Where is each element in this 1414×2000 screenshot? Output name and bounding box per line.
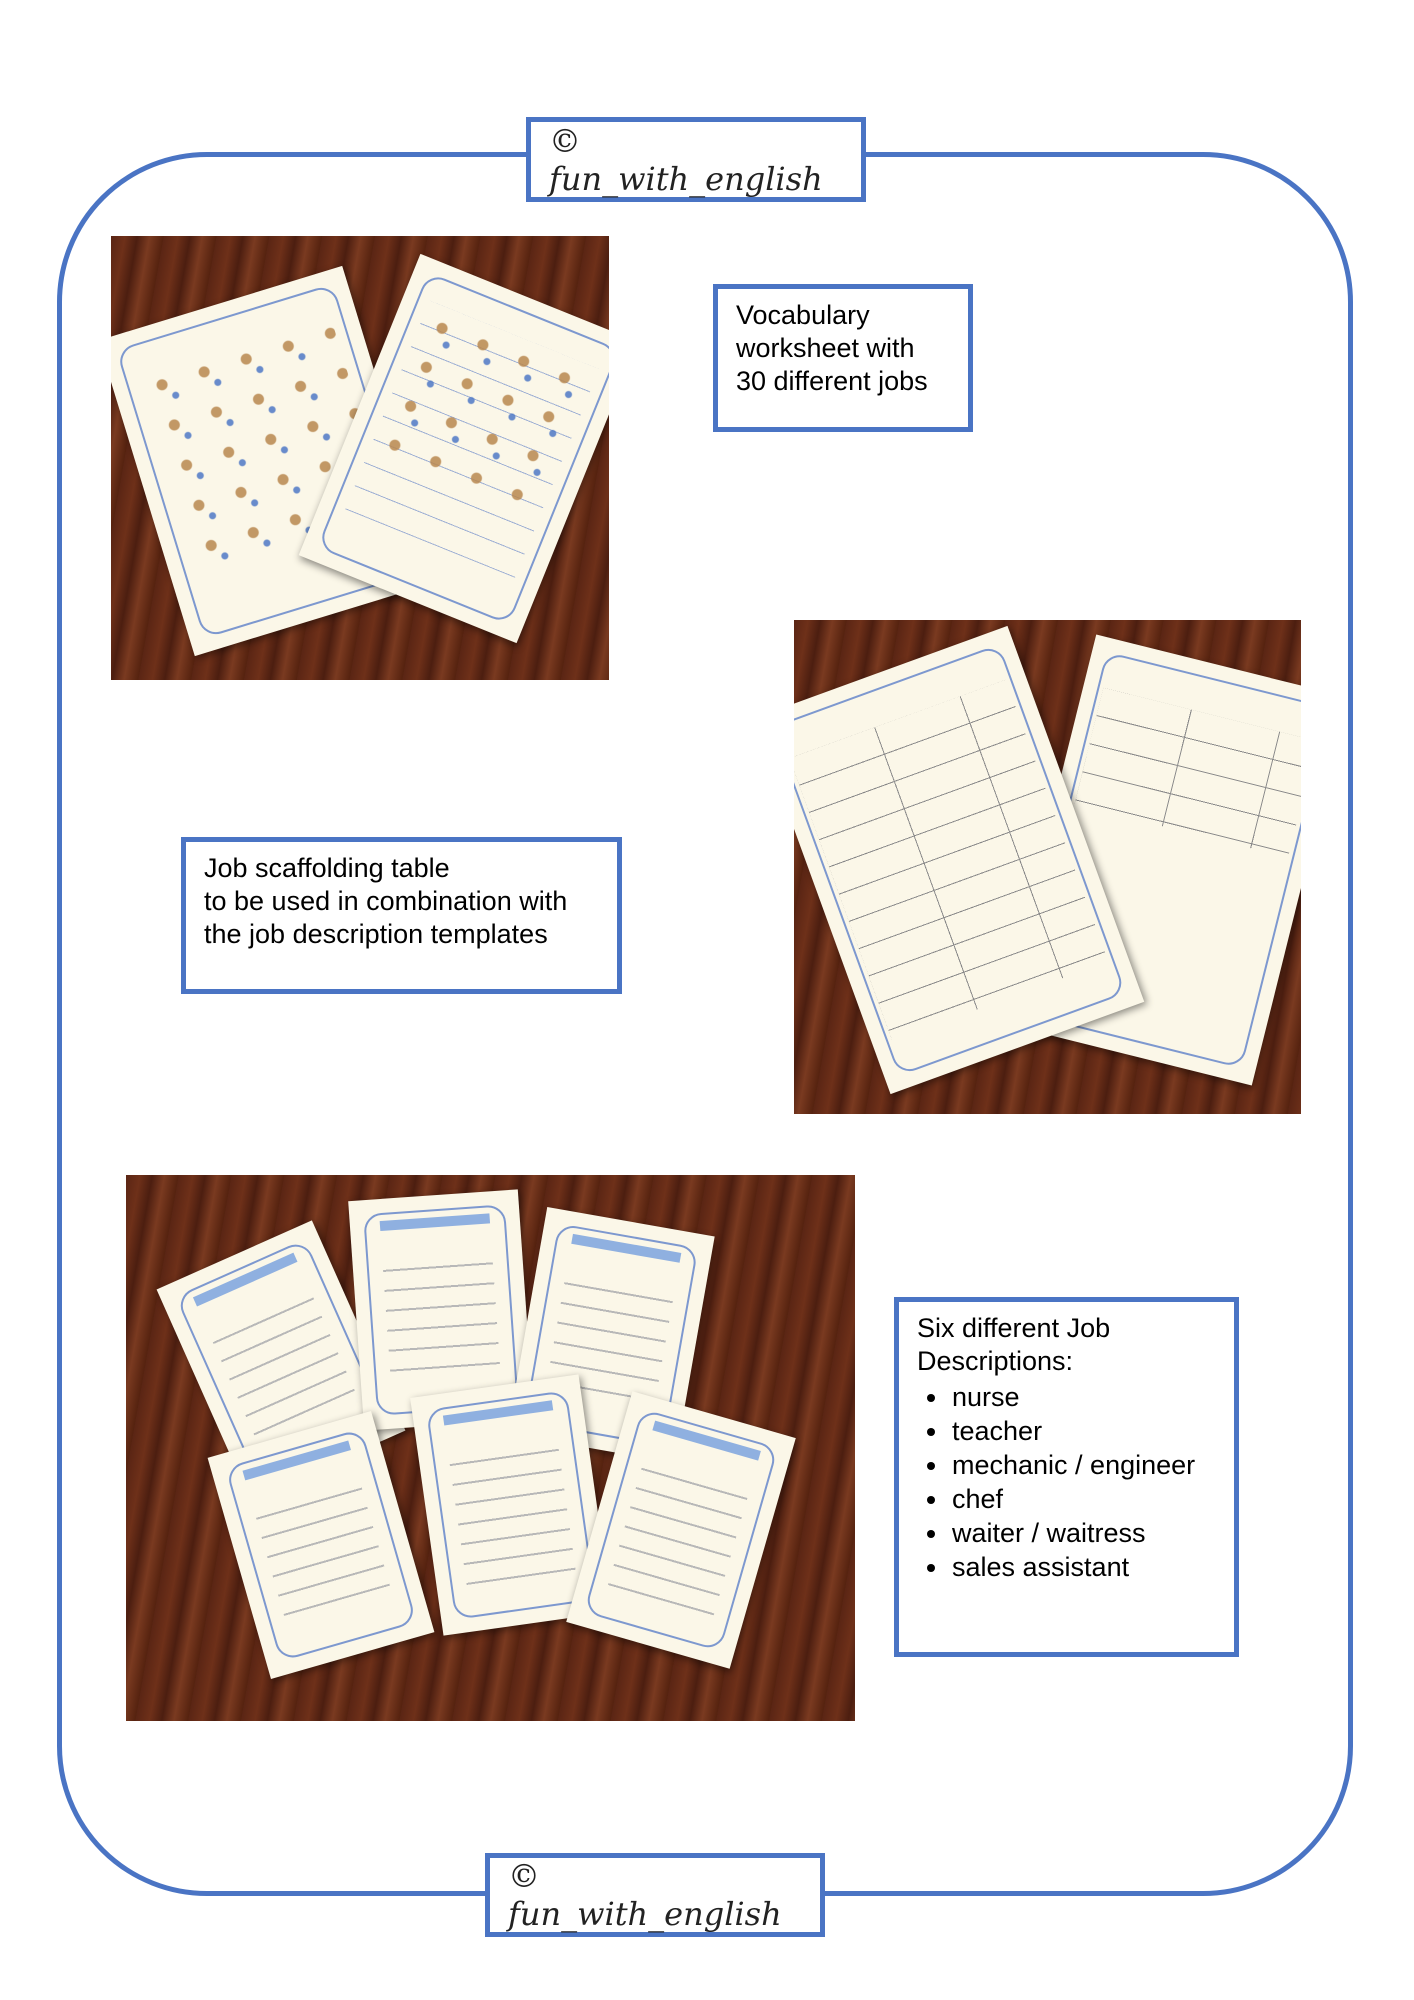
callout-heading-line: Descriptions: bbox=[917, 1346, 1074, 1376]
job-list bbox=[917, 1380, 1216, 1584]
descriptions-callout bbox=[894, 1297, 1239, 1657]
list-item: • chef bbox=[950, 1482, 1216, 1516]
copyright-tag-top bbox=[526, 117, 866, 202]
scaffolding-callout bbox=[181, 837, 622, 994]
list-item: • mechanic / engineer bbox=[950, 1448, 1216, 1482]
photo-job-descriptions bbox=[126, 1175, 855, 1721]
vocabulary-callout bbox=[713, 284, 973, 432]
list-item: • waiter / waitress bbox=[950, 1516, 1216, 1550]
callout-line: Vocabulary bbox=[736, 300, 870, 330]
callout-line: 30 different jobs bbox=[736, 366, 928, 396]
copyright-text: © fun_with_english bbox=[508, 1857, 782, 1933]
callout-line: Job scaffolding table bbox=[204, 853, 450, 883]
photo-scaffolding-table bbox=[794, 620, 1301, 1114]
callout-line: the job description templates bbox=[204, 919, 548, 949]
callout-heading-line: Six different Job bbox=[917, 1313, 1111, 1343]
list-item: • teacher bbox=[950, 1414, 1216, 1448]
photo-vocabulary-worksheets bbox=[111, 236, 609, 680]
copyright-text: © fun_with_english bbox=[549, 121, 823, 198]
copyright-tag-bottom bbox=[485, 1853, 825, 1937]
list-item: • sales assistant bbox=[950, 1550, 1216, 1584]
callout-line: to be used in combination with bbox=[204, 886, 568, 916]
description-sheet bbox=[208, 1411, 435, 1679]
callout-line: worksheet with bbox=[736, 333, 915, 363]
list-item: • nurse bbox=[950, 1380, 1216, 1414]
